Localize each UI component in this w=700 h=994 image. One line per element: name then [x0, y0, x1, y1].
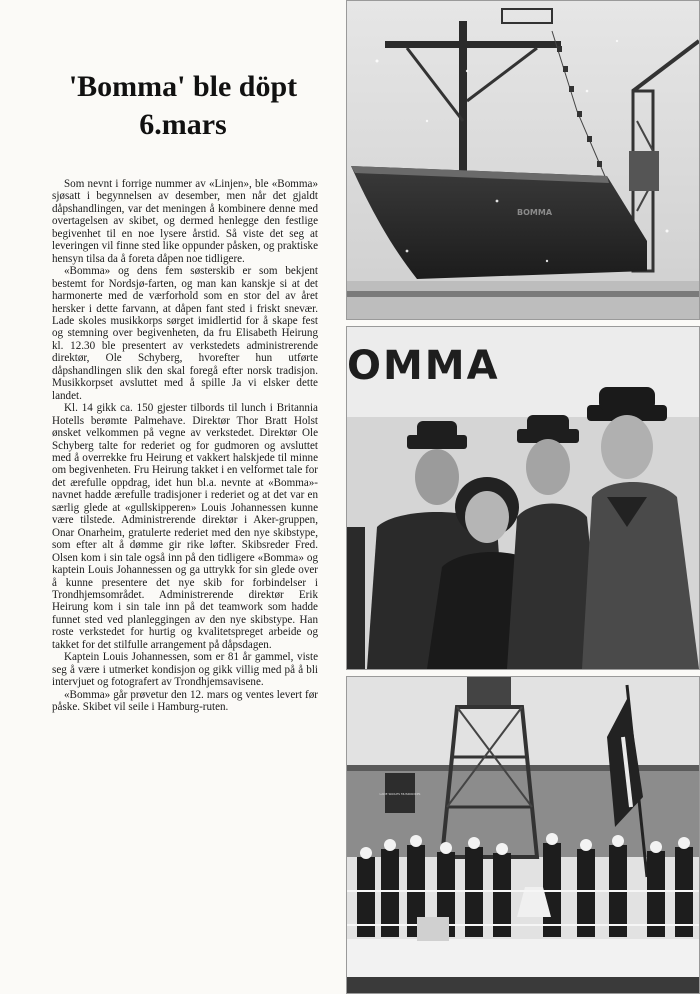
hull-lettering: OMMA: [347, 343, 500, 389]
paragraph-1: Som nevnt i forrige nummer av «Linjen», ble «Bomma» sjøsatt i begynnelsen av desember, men når det gjaldt dåpshandlingen, var det meningen å kombinere denne med overtagelsen av skibet, og dermed henlegge den festlige begivenhet til en noe lysere årstid. Så viste det seg at leveringen vil finne sted like oppunder påsken, og praktiske hensyn tilsa da å foreta dåpen noe tidligere.: [52, 178, 318, 265]
ship-photo: [346, 0, 700, 320]
hull-name: BOMMA: [517, 208, 553, 217]
title-line-1: 'Bomma' ble döpt: [68, 70, 298, 103]
band-photo: [346, 676, 700, 994]
paragraph-4: Kaptein Louis Johannessen, som er 81 år gammel, viste seg å være i utmerket kondisjon og gikk villig med på å bli intervjuet og fotografert av Trondhjemsavisene.: [52, 651, 318, 689]
group-photo: [346, 326, 700, 670]
paragraph-5: «Bomma» går prøvetur den 12. mars og ventes levert før påske. Skibet vil seile i Hamburg-ruten.: [52, 688, 318, 714]
article-title: [28, 68, 338, 144]
article-body: [52, 178, 318, 713]
title-line-2: 6.mars: [139, 108, 227, 141]
paragraph-3: Kl. 14 gikk ca. 150 gjester tilbords til lunch i Britannia Hotells berømte Palmehave. Direktør Thor Bratt Holst ønsket velkommen på vegne av verkstedet. Direktør Ole Schyberg talte for rederiet og for gudmoren og avsluttet med å overrekke fru Heirung et vakkert halskjede til minne om begivenheten. Fru Heirung takket i en velformet tale for det ærefulle oppdrag, idet hun bl.a. nevnte at «Bomma»-navnet hadde ærefulle tradisjoner i rederiet og at det var en særlig glede at «gullskipperen» Louis Johannessen kunne være tilstede. Administrerende direktør i Aker-gruppen, Onar Onarheim, gratulerte rederiet med den nye skibstype, som efter alt å dømme gir rike løfter. Skibsreder Fred. Olsen kom i sin tale også inn på den tidligere «Bomma» og kaptein Louis Johannessen og ga uttrykk for sin glede over å kunne presentere det nye skib for forbindelser i Trondhjemsområdet. Administrerende direktør Erik Heirung kom i sin tale inn på det teamwork som hadde funnet sted ved planleggingen av den nye skibstype. Han roste verkstedet for hurtig og kvalitetspreget arbeide og takket for det stilfulle arrangement på dåpsdagen.: [52, 402, 318, 651]
banner-text: LADE SKOLES MUSIKKORPS: [379, 792, 421, 796]
paragraph-2: «Bomma» og dens fem søsterskib er som bekjent bestemt for Nordsjø-farten, og man kan kanskje si at det harmonerte med de værforhold som en stor del av året hersker i dette farvann, at dåpen fant sted i friskt snevær. Lade skoles musikkorps sørget imidlertid for å skape fest og stemning over begivenheten, da fru Elisabeth Heirung kl. 12.30 ble presentert av verkstedets administrerende direktør, Ole Schyberg, hvorefter hun utførte dåpshandlingen slik den skal foregå efter norsk tradisjon. Musikkorpset avsluttet med å spille Ja vi elsker dette landet.: [52, 265, 318, 402]
